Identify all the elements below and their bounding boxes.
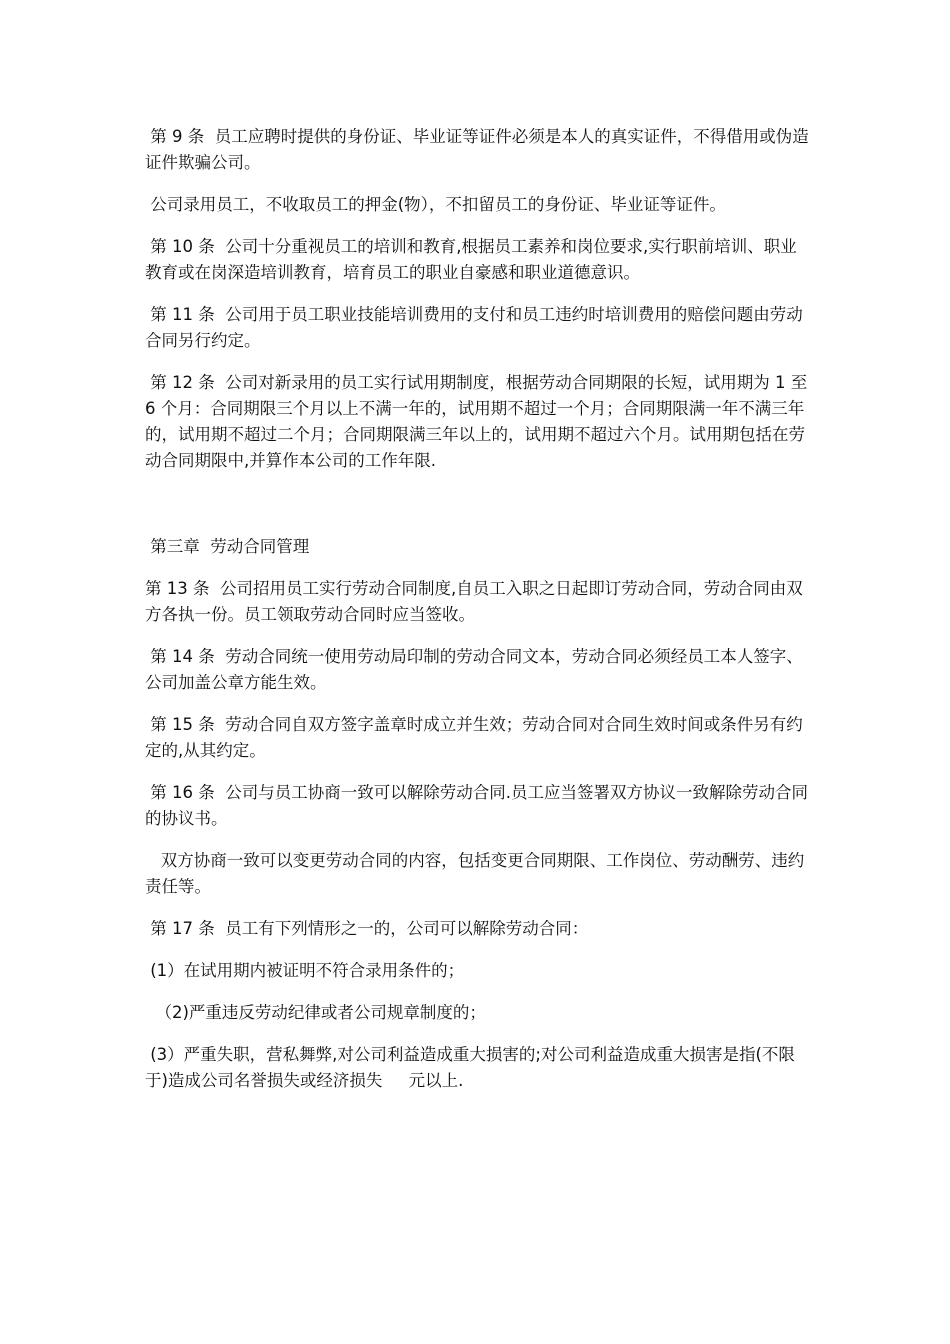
list-item-3: (3）严重失职，营私舞弊,对公司利益造成重大损害的;对公司利益造成重大损害是指(不限于)造成公司名誉损失或经济损失 元以上. [145, 1045, 795, 1090]
article-10: 第 10 条 公司十分重视员工的培训和教育,根据员工素养和岗位要求,实行职前培训、职业教育或在岗深造培训教育，培育员工的职业自豪感和职业道德意识。 [145, 237, 797, 282]
list-item-2: （2)严重违反劳动纪律或者公司规章制度的； [145, 1003, 486, 1022]
article-16: 第 16 条 公司与员工协商一致可以解除劳动合同.员工应当签署双方协议一致解除劳动合同的协议书。 [145, 783, 808, 828]
article-13: 第 13 条 公司招用员工实行劳动合同制度,自员工入职之日起即订劳动合同，劳动合同由双方各执一份。员工领取劳动合同时应当签收。 [145, 579, 803, 624]
document-page [145, 124, 813, 1110]
article-9-note: 公司录用员工，不收取员工的押金(物），不扣留员工的身份证、毕业证等证件。 [145, 195, 726, 214]
chapter-heading: 第三章 劳动合同管理 [145, 537, 310, 556]
article-15: 第 15 条 劳动合同自双方签字盖章时成立并生效；劳动合同对合同生效时间或条件另有约定的,从其约定。 [145, 715, 803, 760]
article-11: 第 11 条 公司用于员工职业技能培训费用的支付和员工违约时培训费用的赔偿问题由劳动合同另行约定。 [145, 305, 803, 350]
list-item-1: (1）在试用期内被证明不符合录用条件的； [145, 961, 465, 980]
article-9: 第 9 条 员工应聘时提供的身份证、毕业证等证件必须是本人的真实证件，不得借用或伪造证件欺骗公司。 [145, 127, 809, 172]
article-16-note: 双方协商一致可以变更劳动合同的内容，包括变更合同期限、工作岗位、劳动酬劳、违约责任等。 [145, 851, 805, 896]
article-12: 第 12 条 公司对新录用的员工实行试用期制度，根据劳动合同期限的长短，试用期为 1 至 6 个月：合同期限三个月以上不满一年的，试用期不超过一个月；合同期限满一年不满三年的，试用期不超过二个月；合同期限满三年以上的，试用期不超过六个月。试用期包括在劳动合同期限中,并算作本公司的工作年限. [145, 373, 813, 470]
article-17: 第 17 条 员工有下列情形之一的，公司可以解除劳动合同： [145, 919, 589, 938]
article-14: 第 14 条 劳动合同统一使用劳动局印制的劳动合同文本，劳动合同必须经员工本人签字、公司加盖公章方能生效。 [145, 647, 803, 692]
